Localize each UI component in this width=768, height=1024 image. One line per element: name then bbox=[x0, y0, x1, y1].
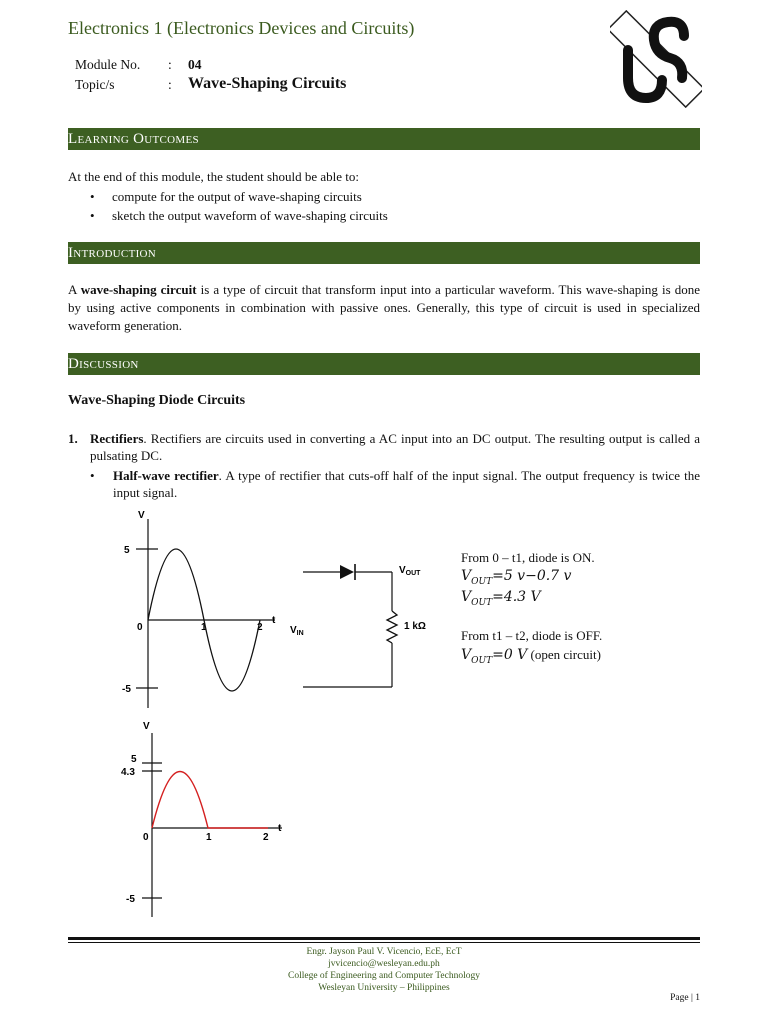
list-item: • compute for the output of wave-shaping circuits bbox=[90, 187, 700, 206]
footer-email: jvvicencio@wesleyan.edu.ph bbox=[328, 959, 440, 969]
module-label: Module No. bbox=[75, 57, 141, 72]
output-tick-label-5: 5 bbox=[131, 754, 137, 765]
intro-rest: is a type of circuit that transform input into a particular waveform. This wave-shaping is done by using active components in combination with passive ones. Generally, this type of circuit is used in specialized waveform generation. bbox=[68, 282, 700, 333]
output-x-label: t bbox=[278, 823, 282, 834]
equation-vout-2: $V_{OUT}=4.3$ V bbox=[461, 589, 541, 608]
footer-university: Wesleyan University – Philippines bbox=[318, 983, 450, 993]
course-title: Electronics 1 (Electronics Devices and Circuits) bbox=[68, 18, 415, 38]
footer-rule-thin bbox=[68, 942, 700, 943]
list-item: • sketch the output waveform of wave-shaping circuits bbox=[90, 206, 700, 225]
output-tick-label-4-3: 4.3 bbox=[121, 767, 135, 778]
diode-icon bbox=[340, 565, 354, 579]
item-number: 1. bbox=[68, 431, 78, 446]
learning-outcomes-intro: At the end of this module, the student should be able to: bbox=[68, 169, 360, 184]
topic-separator: : bbox=[168, 77, 172, 92]
vout-label: $V_{OUT}$ bbox=[399, 565, 421, 577]
resistor-label: 1 kΩ bbox=[404, 621, 426, 632]
section-bar-learning-outcomes bbox=[68, 128, 700, 150]
equation-vout-1: $V_{OUT}=5$ v−0.7 v bbox=[461, 568, 572, 587]
section-title-introduction: Introduction bbox=[68, 245, 157, 261]
list-item-rectifiers bbox=[68, 430, 700, 464]
resistor-icon bbox=[387, 611, 397, 643]
university-logo bbox=[610, 10, 702, 108]
footer-info bbox=[68, 946, 700, 994]
output-tick-label-neg5: -5 bbox=[126, 894, 135, 905]
note-diode-on: From 0 – t1, diode is ON. bbox=[461, 550, 595, 565]
subheading-wave-shaping-diode: Wave-Shaping Diode Circuits bbox=[68, 393, 246, 408]
input-y-label: V bbox=[138, 510, 145, 521]
footer-rule-thick bbox=[68, 937, 700, 940]
module-number: 04 bbox=[188, 57, 202, 72]
item-text: . Rectifiers are circuits used in converting a AC input into an DC output. The resulting output is called a pulsating DC. bbox=[90, 431, 700, 463]
bullet-dot: • bbox=[90, 468, 95, 483]
intro-lead: A bbox=[68, 282, 81, 297]
module-separator: : bbox=[168, 57, 172, 72]
input-tick-label-neg5: -5 bbox=[122, 684, 131, 695]
footer-author: Engr. Jayson Paul V. Vicencio, EcE, EcT bbox=[306, 947, 462, 957]
topic-value: Wave-Shaping Circuits bbox=[188, 75, 347, 92]
intro-bold-term: wave-shaping circuit bbox=[80, 282, 197, 297]
footer-college: College of Engineering and Computer Technology bbox=[287, 971, 481, 981]
page-number: Page | 1 bbox=[670, 993, 700, 1003]
output-tick-label-1: 1 bbox=[206, 832, 212, 843]
vin-label: $V_{IN}$ bbox=[290, 625, 304, 637]
input-tick-label-0: 0 bbox=[137, 622, 143, 633]
output-tick-label-0: 0 bbox=[143, 832, 149, 843]
input-x-label: t bbox=[272, 615, 276, 626]
input-tick-label-2: 2 bbox=[257, 622, 263, 633]
section-title-learning-outcomes: Learning Outcomes bbox=[68, 131, 199, 147]
output-tick-label-2: 2 bbox=[263, 832, 269, 843]
note-diode-off: From t1 – t2, diode is OFF. bbox=[461, 628, 603, 643]
introduction-paragraph bbox=[68, 281, 700, 335]
section-bar-discussion bbox=[68, 353, 700, 375]
section-bar-introduction bbox=[68, 242, 700, 264]
equation-vout-3: $V_{OUT}=0$ V (open circuit) bbox=[461, 647, 601, 666]
half-wave-figure bbox=[110, 503, 450, 923]
item-text: . A type of rectifier that cuts-off half of the input signal. The output frequency is twice the input signal. bbox=[113, 468, 700, 500]
topic-label: Topic/s bbox=[75, 77, 115, 92]
input-tick-label-5: 5 bbox=[124, 545, 130, 556]
list-item-half-wave bbox=[90, 467, 700, 501]
output-rectified-wave bbox=[152, 772, 268, 829]
learning-outcomes-list bbox=[90, 187, 700, 225]
item-bold: Rectifiers bbox=[90, 431, 144, 446]
output-y-label: V bbox=[143, 721, 150, 732]
item-bold: Half-wave rectifier bbox=[113, 468, 219, 483]
section-title-discussion: Discussion bbox=[68, 356, 139, 372]
input-tick-label-1: 1 bbox=[201, 622, 207, 633]
